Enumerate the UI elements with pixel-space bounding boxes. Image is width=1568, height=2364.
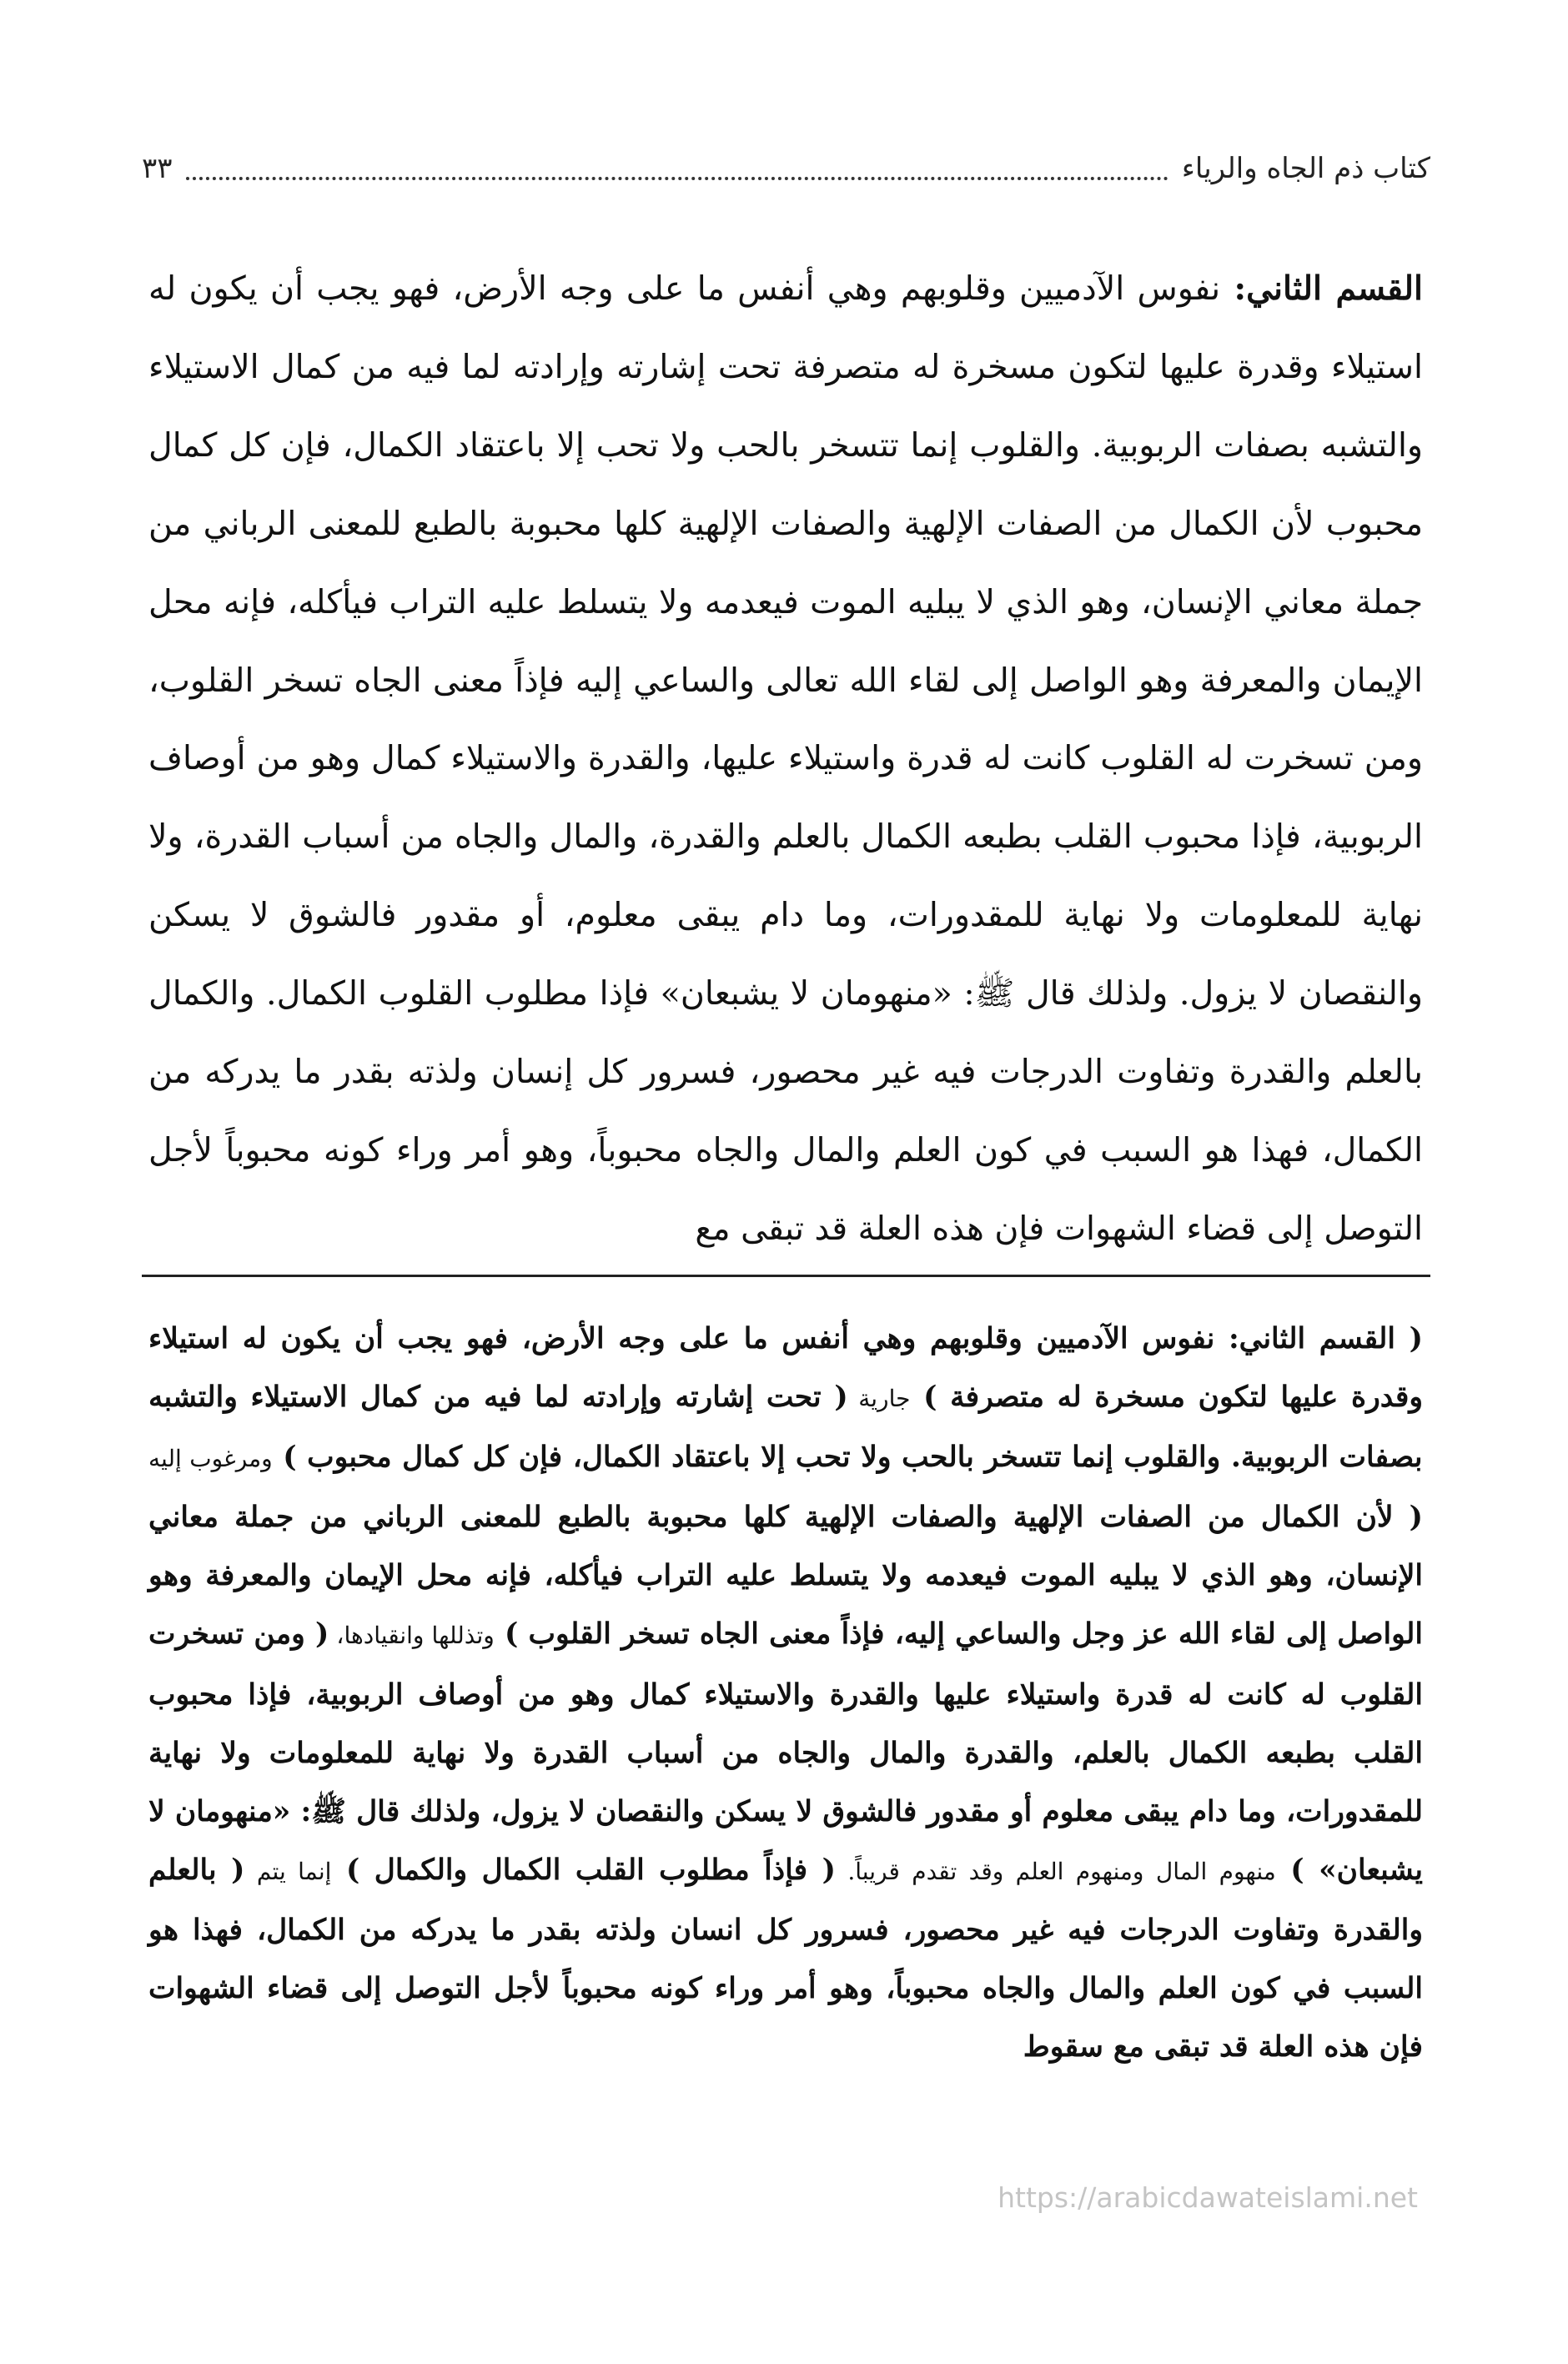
main-paragraph: نفوس الآدميين وقلوبهم وهي أنفس ما على وجه الأرض، فهو يجب أن يكون له استيلاء وقدرة عليها لتكون مسخرة له متصرفة تحت إشارته وإرادته لما فيه من كمال الاستيلاء والتشبه بصفات الربوبية. والقلوب إنما تتسخر بالحب ولا تحب إلا باعتقاد الكمال، فإن كل كمال محبوب لأن الكمال من الصفات الإلهية والصفات الإلهية كلها محبوبة بالطبع للمعنى الرباني من جملة معاني الإنسان، وهو الذي لا يبليه الموت فيعدمه ولا يتسلط عليه التراب فيأكله، فإنه محل الإيمان والمعرفة وهو الواصل إلى لقاء الله تعالى والساعي إليه فإذاً معنى الجاه تسخر القلوب، ومن تسخرت له القلوب كانت له قدرة واستيلاء عليها، والقدرة والاستيلاء كمال وهو من أوصاف الربوبية، فإذا محبوب القلب بطبعه الكمال بالعلم والقدرة، والمال والجاه من أسباب القدرة، ولا نهاية للمعلومات ولا نهاية للمقدورات، وما دام يبقى معلوم، أو مقدور فالشوق لا يسكن والنقصان لا يزول. ولذلك قال ﷺ: «منهومان لا يشبعان» فإذا مطلوب القلوب الكمال. والكمال بالعلم والقدرة وتفاوت الدرجات فيه غير محصور، فسرور كل إنسان ولذته بقدر ما يدركه من الكمال، فهذا هو السبب في كون العلم والمال والجاه محبوباً، وهو أمر وراء كونه محبوباً لأجل التوصل إلى قضاء الشهوات فإن هذه العلة قد تبقى مع (148, 269, 1423, 1248)
commentary-gloss: جارية (847, 1385, 911, 1413)
commentary-gloss: منهوم المال ومنهوم العلم وقد تقدم قريباً. (835, 1857, 1276, 1885)
commentary-text (148, 1310, 1423, 2076)
commentary-quote: ( بالعلم والقدرة وتفاوت الدرجات فيه غير محصور، فسرور كل انسان ولذته بقدر ما يدركه من الكمال، فهذا هو السبب في كون العلم والمال والجاه محبوباً، وهو أمر وراء كونه محبوباً لأجل التوصل إلى قضاء الشهوات فإن هذه العلة قد تبقى مع سقوط (148, 1853, 1423, 2065)
header-title: كتاب ذم الجاه والرياء (1181, 152, 1430, 185)
commentary-quote: ( لأن الكمال من الصفات الإلهية والصفات الإلهية كلها محبوبة بالطبع للمعنى الرباني من جملة معاني الإنسان، وهو الذي لا يبليه الموت فيعدمه ولا يتسلط عليه التراب فيأكله، فإنه محل الإيمان والمعرفة وهو الواصل إلى لقاء الله عز وجل والساعي إليه، فإذاً معنى الجاه تسخر القلوب ) (148, 1501, 1423, 1652)
commentary-quote: ( تحت إشارته وإرادته لما فيه من كمال الاستيلاء والتشبه بصفات الربوبية. والقلوب إنما تتسخر بالحب ولا تحب إلا باعتقاد الكمال، فإن كل كمال محبوب ) (148, 1381, 1423, 1475)
separator-rule (142, 1275, 1430, 1277)
commentary-quote: ( القسم الثاني: نفوس الآدميين وقلوبهم وهي أنفس ما على وجه الأرض، فهو يجب أن يكون له استيلاء وقدرة عليها لتكون مسخرة له متصرفة ) (148, 1322, 1423, 1415)
running-header (142, 143, 1430, 194)
commentary-gloss: ومرغوب إليه (148, 1445, 273, 1473)
commentary-gloss: إنما يتم (244, 1857, 332, 1885)
watermark-url: https://arabicdawateislami.net (998, 2181, 1418, 2214)
commentary-quote: ( فإذاً مطلوب القلب الكمال والكمال ) (331, 1853, 836, 1887)
page-number: ٣٣ (142, 152, 173, 185)
main-text (148, 250, 1423, 1269)
section-heading: القسم الثاني: (1220, 269, 1423, 308)
commentary-gloss: وتذللها وانقيادها، (329, 1622, 495, 1650)
commentary-quote: ( ومن تسخرت القلوب له كانت له قدرة واستيلاء عليها والقدرة والاستيلاء كمال وهو من أوصاف الربوبية، فإذا محبوب القلب بطبعه الكمال بالعلم، والقدرة والمال والجاه من أسباب القدرة ولا نهاية للمعلومات ولا نهاية للمقدورات، وما دام يبقى معلوم أو مقدور فالشوق لا يسكن والنقصان لا يزول، ولذلك قال ﷺ: «منهومان لا يشبعان» ) (148, 1617, 1423, 1887)
header-leader-dots (186, 177, 1168, 180)
